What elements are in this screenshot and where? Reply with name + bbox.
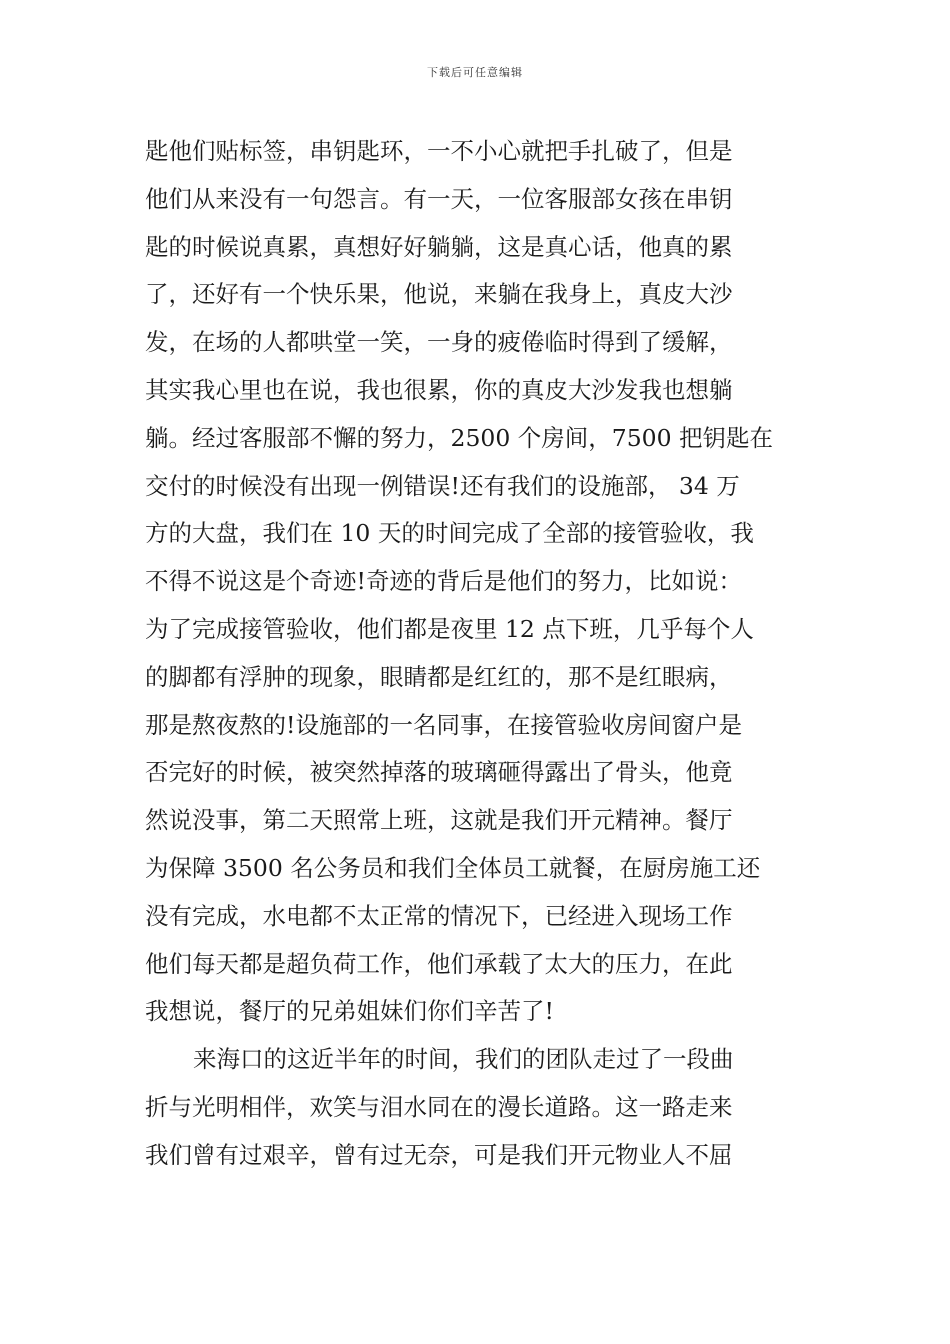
text-line: 没有完成，水电都不太正常的情况下，已经进入现场工作 — [145, 901, 733, 930]
text-line: 了，还好有一个快乐果，他说，来躺在我身上，真皮大沙 — [145, 280, 733, 309]
text-line: 发，在场的人都哄堂一笑，一身的疲倦临时得到了缓解， — [145, 328, 733, 357]
text-line: 否完好的时候，被突然掉落的玻璃砸得露出了骨头，他竟 — [145, 758, 733, 787]
paragraph-2 — [145, 1036, 810, 1179]
text-line: 交付的时候没有出现一例错误!还有我们的设施部， 34 万 — [145, 471, 740, 500]
paragraph-1 — [145, 128, 810, 1036]
text-line: 我们曾有过艰辛，曾有过无奈，可是我们开元物业人不屈 — [145, 1140, 733, 1169]
text-line: 不得不说这是个奇迹!奇迹的背后是他们的努力，比如说： — [145, 567, 742, 596]
text-line: 匙的时候说真累，真想好好躺躺，这是真心话，他真的累 — [145, 232, 733, 261]
text-line: 为了完成接管验收，他们都是夜里 12 点下班，几乎每个人 — [145, 614, 754, 643]
text-line: 他们从来没有一句怨言。有一天，一位客服部女孩在串钥 — [145, 184, 733, 213]
text-line: 匙他们贴标签，串钥匙环，一不小心就把手扎破了，但是 — [145, 137, 733, 165]
body-text — [145, 128, 810, 1180]
text-line: 来海口的这近半年的时间，我们的团队走过了一段曲 — [193, 1045, 734, 1074]
text-line: 他们每天都是超负荷工作，他们承载了太大的压力，在此 — [145, 949, 733, 978]
text-line: 为保障 3500 名公务员和我们全体员工就餐，在厨房施工还 — [145, 853, 761, 882]
text-line: 我想说，餐厅的兄弟姐妹们你们辛苦了! — [145, 997, 554, 1026]
page-header: 下载后可任意编辑 — [427, 66, 523, 79]
text-line: 的脚都有浮肿的现象，眼睛都是红红的，那不是红眼病， — [145, 662, 733, 691]
text-line: 那是熬夜熬的!设施部的一名同事，在接管验收房间窗户是 — [145, 710, 742, 739]
text-line: 其实我心里也在说，我也很累，你的真皮大沙发我也想躺 — [145, 375, 733, 404]
text-line: 方的大盘，我们在 10 天的时间完成了全部的接管验收，我 — [145, 519, 754, 548]
text-line: 躺。经过客服部不懈的努力，2500 个房间，7500 把钥匙在 — [145, 423, 774, 452]
text-line: 然说没事，第二天照常上班，这就是我们开元精神。餐厅 — [145, 806, 733, 835]
text-line: 折与光明相伴，欢笑与泪水同在的漫长道路。这一路走来 — [145, 1092, 733, 1121]
